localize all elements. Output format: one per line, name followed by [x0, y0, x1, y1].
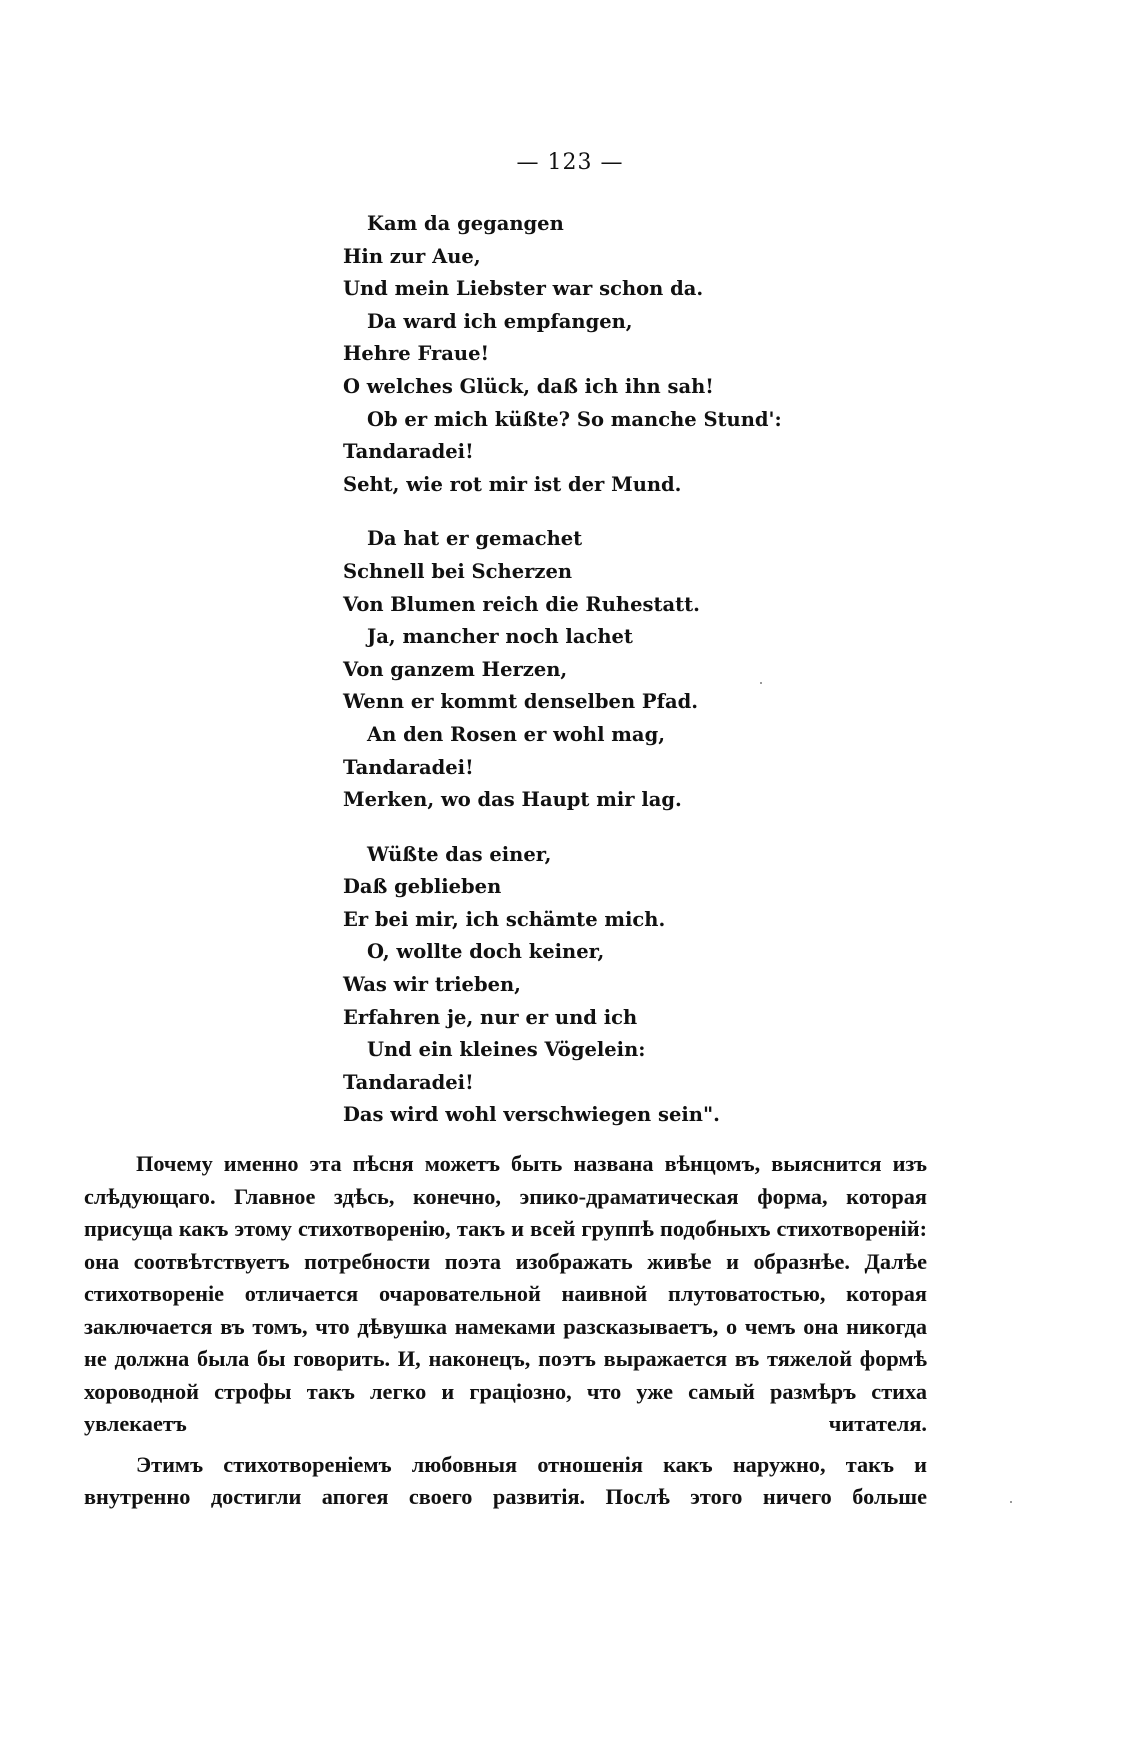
poem-line: Hin zur Aue,: [343, 244, 481, 268]
paper-speck: [760, 682, 762, 684]
poem-line: Wenn er kommt denselben Pfad.: [343, 690, 699, 714]
poem-line: Daß geblieben: [343, 875, 502, 899]
poem-line: Kam da gegangen: [367, 212, 564, 235]
poem-line: An den Rosen er wohl mag,: [367, 722, 665, 746]
poem-line: Tandaradei!: [343, 755, 474, 779]
poem-line: Das wird wohl verschwiegen sein".: [343, 1103, 720, 1127]
poem: [343, 208, 863, 1154]
poem-line: Tandaradei!: [343, 1070, 474, 1094]
poem-line: Und mein Liebster war schon da.: [343, 277, 704, 301]
page-number: — 123 —: [516, 150, 624, 175]
poem-line: Seht, wie rot mir ist der Mund.: [343, 472, 682, 496]
paper-speck: [1010, 1501, 1012, 1503]
poem-line: Und ein kleines Vögelein:: [367, 1038, 646, 1062]
poem-line: Er bei mir, ich schämte mich.: [343, 907, 666, 931]
poem-line: Von ganzem Herzen,: [343, 657, 568, 681]
poem-line: Was wir trieben,: [343, 973, 521, 997]
poem-line: O welches Glück, daß ich ihn sah!: [343, 374, 714, 398]
poem-line: Hehre Fraue!: [343, 342, 490, 366]
poem-line: Wüßte das einer,: [367, 842, 552, 866]
poem-line: Schnell bei Scherzen: [343, 559, 573, 583]
prose-paragraph: Почему именно эта пѣсня можетъ быть названа вѣнцомъ, выяснится изъ слѣдующаго. Главное здѣсь, конечно, эпико-драматическая форма, которая присуща какъ этому стихотворенiю, такъ и всей группѣ подобныхъ стихотворенiй: она соотвѣтствуетъ потребности поэта изображать живѣе и образнѣе. Далѣе стихотворенiе отличается очаровательной наивной плутоватостью, которая заключается въ томъ, что дѣвушка намеками разсказываетъ, о чемъ она никогда не должна была бы говорить. И, наконецъ, поэтъ выражается въ тяжелой формѣ хороводной строфы такъ легко и граціозно, что уже самый размѣръ стиха увлекаетъ читателя.: [84, 1151, 927, 1436]
poem-line: O, wollte doch keiner,: [367, 940, 605, 964]
prose-body: [84, 1148, 927, 1522]
poem-stanza: [343, 523, 863, 816]
poem-line: Von Blumen reich die Ruhestatt.: [343, 592, 700, 616]
poem-stanza: [343, 839, 863, 1132]
poem-line: Da ward ich empfangen,: [367, 309, 633, 333]
poem-line: Tandaradei!: [343, 440, 474, 464]
poem-stanza: [343, 208, 863, 501]
poem-line: Merken, wo das Haupt mir lag.: [343, 788, 682, 812]
poem-line: Ob er mich küßte? So manche Stund':: [367, 407, 782, 431]
poem-line: Da hat er gemachet: [367, 527, 583, 551]
prose-paragraph: Этимъ стихотворенiемъ любовныя отношенiя какъ наружно, такъ и внутренно достигли апогея своего развитiя. Послѣ этого ничего больше: [84, 1451, 927, 1509]
poem-line: Erfahren je, nur er und ich: [343, 1005, 638, 1029]
poem-line: Ja, mancher noch lachet: [367, 625, 633, 649]
